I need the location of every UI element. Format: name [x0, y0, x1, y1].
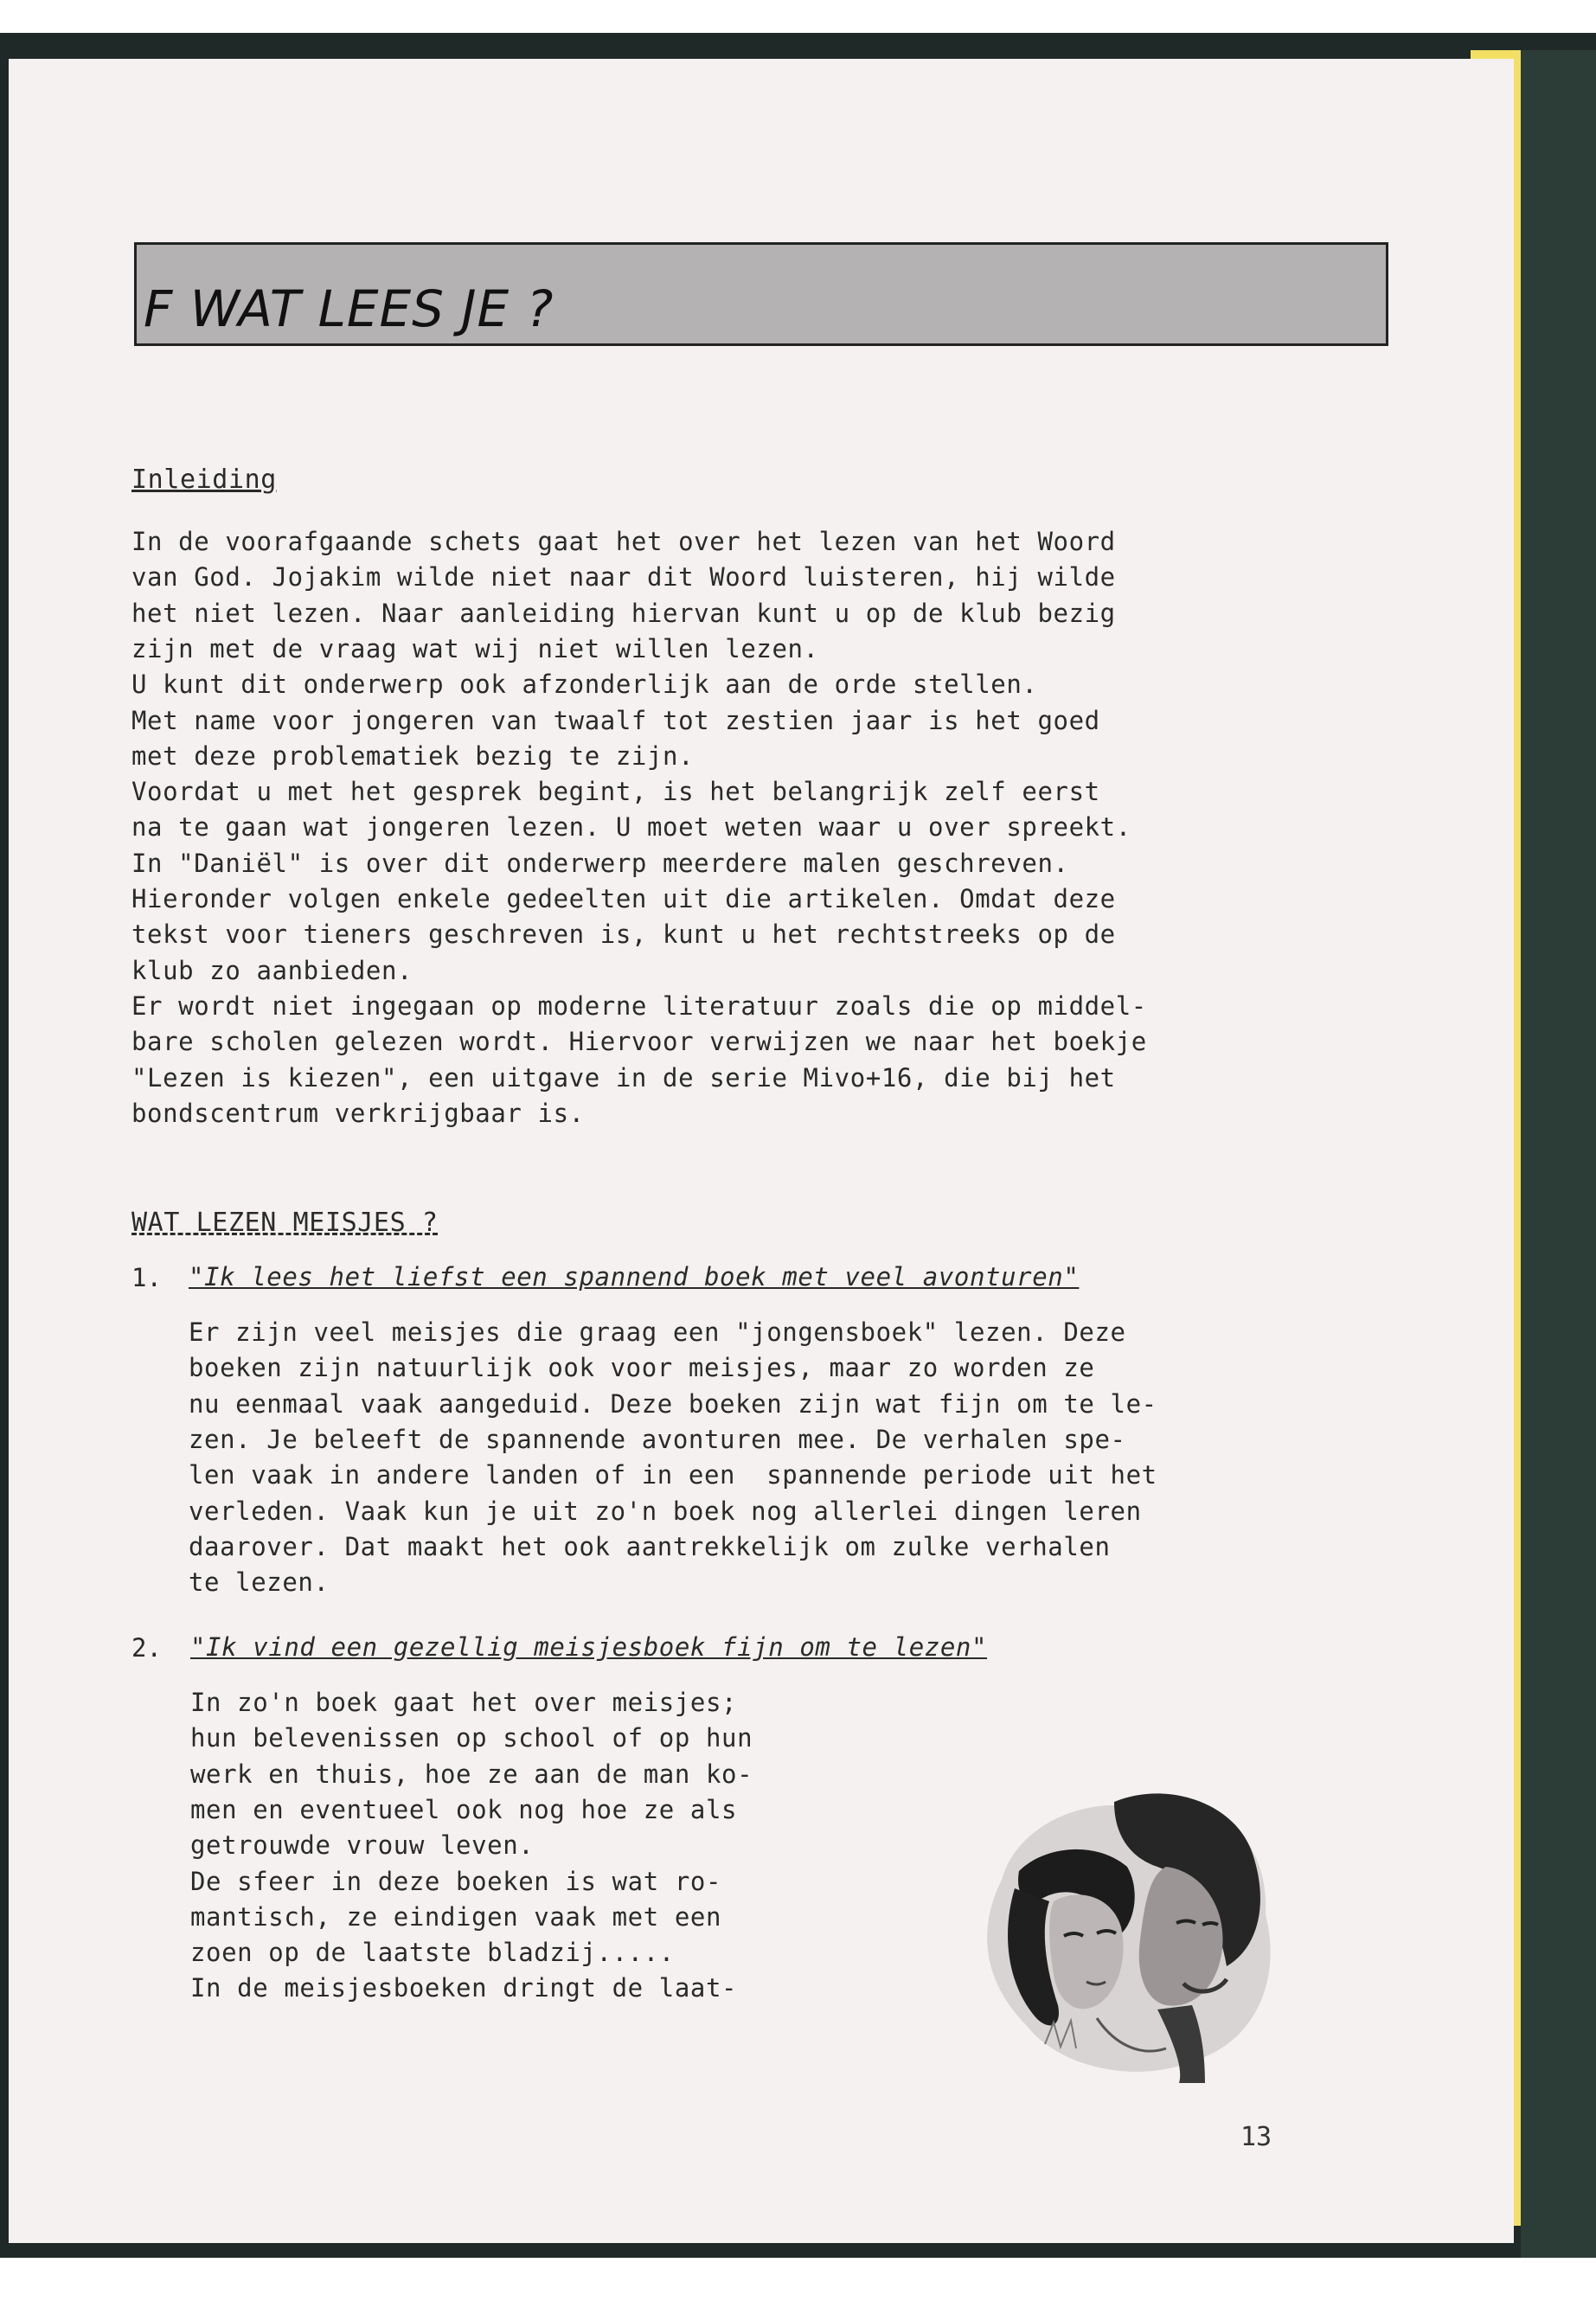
text-line: len vaak in andere landen of in een spannende periode uit het — [189, 1460, 1157, 1490]
page-number: 13 — [1240, 2122, 1272, 2152]
text-line: Met name voor jongeren van twaalf tot zestien jaar is het goed — [131, 705, 1100, 735]
text-line: het niet lezen. Naar aanleiding hiervan kunt u op de klub bezig — [131, 598, 1116, 628]
text-line: van God. Jojakim wilde niet naar dit Woord luisteren, hij wilde — [131, 562, 1116, 593]
text-line: zijn met de vraag wat wij niet willen lezen. — [131, 633, 819, 663]
text-line: klub zo aanbieden. — [131, 955, 413, 985]
couple-illustration — [967, 1785, 1285, 2083]
text-line: Hieronder volgen enkele gedeelten uit die artikelen. Omdat deze — [131, 884, 1116, 913]
text-line: In "Daniël" is over dit onderwerp meerdere malen geschreven. — [131, 848, 1069, 878]
text-line: nu eenmaal vaak aangeduid. Deze boeken zijn wat fijn om te le- — [189, 1388, 1157, 1419]
text-line: zen. Je beleeft de spannende avonturen mee. De verhalen spe- — [189, 1424, 1126, 1454]
item-quote: "Ik vind een gezellig meisjesboek fijn om te lezen" — [190, 1632, 988, 1662]
section-title: F WAT LEES JE ? — [144, 279, 554, 338]
text-line: verleden. Vaak kun je uit zo'n boek nog allerlei dingen leren — [189, 1496, 1142, 1526]
text-line: zoen op de laatste bladzij..... — [190, 1938, 675, 1968]
text-line: "Lezen is kiezen", een uitgave in de serie Mivo+16, die bij het — [131, 1062, 1116, 1093]
text-line: In de meisjesboeken dringt de laat- — [190, 1973, 738, 2003]
item-number: 1. — [131, 1263, 162, 1292]
text-line: boeken zijn natuurlijk ook voor meisjes, maar zo worden ze — [189, 1353, 1095, 1383]
book-cover — [1521, 50, 1596, 2258]
text-line: Voordat u met het gesprek begint, is het belangrijk zelf eerst — [131, 777, 1100, 807]
text-line: daarover. Dat maakt het ook aantrekkelijk om zulke verhalen — [189, 1531, 1111, 1561]
text-line: Er zijn veel meisjes die graag een "jongensboek" lezen. Deze — [189, 1317, 1126, 1347]
text-line: mantisch, ze eindigen vaak met een — [190, 1901, 722, 1932]
text-line: met deze problematiek bezig te zijn. — [131, 740, 695, 771]
document-page — [9, 59, 1514, 2243]
item-quote: "Ik lees het liefst een spannend boek met veel avonturen" — [189, 1262, 1080, 1292]
text-line: werk en thuis, hoe ze aan de man ko- — [190, 1759, 753, 1789]
item-number: 2. — [131, 1633, 162, 1663]
text-line: In de voorafgaande schets gaat het over het lezen van het Woord — [131, 527, 1116, 556]
text-line: tekst voor tieners geschreven is, kunt u het rechtstreeks op de — [131, 920, 1116, 950]
text-line: getrouwde vrouw leven. — [190, 1830, 535, 1861]
intro-heading: Inleiding — [131, 465, 277, 495]
text-line: De sfeer in deze boeken is wat ro- — [190, 1866, 722, 1896]
section-header — [134, 242, 1388, 346]
text-line: na te gaan wat jongeren lezen. U moet weten waar u over spreekt. — [131, 812, 1131, 843]
text-line: te lezen. — [189, 1567, 330, 1598]
text-line: hun belevenissen op school of op hun — [190, 1723, 753, 1753]
text-line: men en eventueel ook nog hoe ze als — [190, 1794, 738, 1824]
text-line: U kunt dit onderwerp ook afzonderlijk aan de orde stellen. — [131, 670, 1038, 700]
girls-heading: WAT LEZEN MEISJES ? — [131, 1208, 439, 1238]
text-line: Er wordt niet ingegaan op moderne literatuur zoals die op middel- — [131, 990, 1147, 1021]
text-line: bare scholen gelezen wordt. Hiervoor verwijzen we naar het boekje — [131, 1027, 1147, 1057]
text-line: bondscentrum verkrijgbaar is. — [131, 1098, 585, 1128]
text-line: In zo'n boek gaat het over meisjes; — [190, 1688, 738, 1717]
